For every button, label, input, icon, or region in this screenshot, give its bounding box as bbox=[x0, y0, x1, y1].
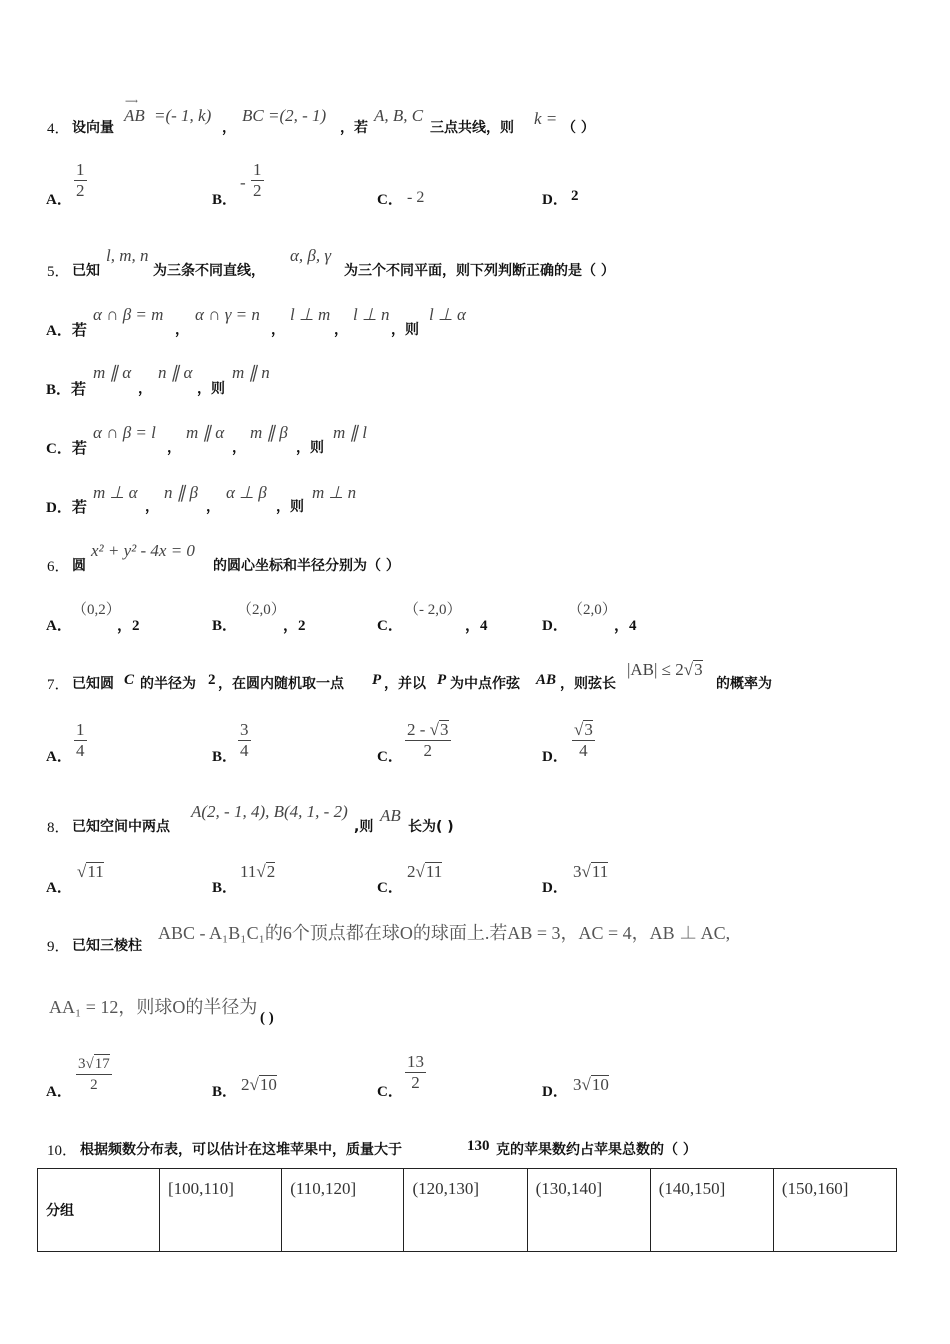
q4-paren: （ ） bbox=[562, 120, 595, 136]
q10-number: 10． bbox=[47, 1143, 78, 1159]
table-cell: [100,110] bbox=[160, 1169, 282, 1252]
q5-d-cond-3: α ⊥ β bbox=[226, 483, 267, 502]
q5-d-then: ，则 bbox=[276, 499, 304, 515]
q5-text-2: 为三条不同直线， bbox=[153, 263, 265, 279]
q7-option-a-fraction: $\frac{1}{4}$ bbox=[76, 720, 85, 760]
q9-option-a-label: A． bbox=[46, 1084, 72, 1100]
q4-comma: ， bbox=[222, 120, 236, 136]
q4-points: A, B, C bbox=[374, 106, 424, 125]
table-cell: (110,120] bbox=[282, 1169, 404, 1252]
q6-option-d-radius: ，4 bbox=[614, 618, 637, 634]
q4-option-b-label: B． bbox=[212, 192, 238, 208]
q5-d-result: m ⊥ n bbox=[312, 483, 357, 502]
q4-number: 4． bbox=[47, 121, 70, 137]
table-row bbox=[38, 1169, 897, 1252]
q4-vector-ab: AB bbox=[124, 106, 145, 125]
q5-b-cond-1: m ∥ α bbox=[93, 363, 132, 382]
q5-a-cond-3: l ⊥ m bbox=[290, 305, 331, 324]
q8-option-d-label: D． bbox=[542, 880, 568, 896]
q4-option-d-value: 2 bbox=[571, 188, 579, 204]
q4-option-a-label: A． bbox=[46, 192, 72, 208]
q5-sep: ， bbox=[145, 499, 159, 515]
q7-number: 7． bbox=[47, 677, 70, 693]
q4-option-c-value: - 2 bbox=[407, 189, 425, 206]
q8-points: A(2, - 1, 4), B(4, 1, - 2) bbox=[191, 802, 348, 821]
q7-text-6: ，则弦长 bbox=[560, 676, 616, 692]
q5-sep: ， bbox=[206, 499, 220, 515]
q5-c-cond-3: m ∥ β bbox=[250, 423, 288, 442]
q6-equation: x² + y² - 4x = 0 bbox=[91, 541, 195, 560]
q5-option-b-label: B．若 bbox=[46, 382, 87, 398]
q5-sep: ， bbox=[167, 440, 181, 456]
q5-sep: ， bbox=[232, 440, 246, 456]
table-cell: (130,140] bbox=[527, 1169, 650, 1252]
q4-option-b-fraction: $\frac{1}{2}$ bbox=[253, 160, 262, 200]
frequency-table bbox=[37, 1168, 897, 1252]
q7-condition: |AB| ≤ 2√3 bbox=[627, 660, 703, 679]
q5-text-1: 已知 bbox=[72, 263, 100, 279]
q4-text-1: 设向量 bbox=[72, 120, 114, 136]
q5-c-then: ，则 bbox=[296, 440, 324, 456]
q6-option-c-radius: ，4 bbox=[465, 618, 488, 634]
q5-planes: α, β, γ bbox=[290, 246, 332, 265]
q8-option-b-value: 11√2 bbox=[240, 862, 276, 881]
q8-text-3: 长为( ) bbox=[408, 819, 454, 835]
q7-text-3: ，在圆内随机取一点 bbox=[218, 676, 344, 692]
q8-option-b-label: B． bbox=[212, 880, 238, 896]
q10-text-1: 根据频数分布表，可以估计在这堆苹果中，质量大于 bbox=[80, 1142, 402, 1158]
q9-paren: ( ) bbox=[260, 1010, 274, 1026]
q7-text-5: 为中点作弦 bbox=[450, 676, 520, 692]
q5-d-cond-2: n ∥ β bbox=[164, 483, 198, 502]
q6-option-d-point: （2,0） bbox=[568, 602, 617, 618]
q8-option-c-label: C． bbox=[377, 880, 403, 896]
q9-option-d-label: D． bbox=[542, 1084, 568, 1100]
q7-circle-c: C bbox=[124, 672, 135, 688]
table-cell: (150,160] bbox=[773, 1169, 896, 1252]
q4-text-2: ，若 bbox=[340, 120, 368, 136]
q9-option-a-fraction: $\frac{3√17}{2}$ bbox=[78, 1056, 110, 1093]
q4-text-3: 三点共线，则 bbox=[430, 120, 514, 136]
q5-b-result: m ∥ n bbox=[232, 363, 270, 382]
q5-d-cond-1: m ⊥ α bbox=[93, 483, 138, 502]
q5-c-result: m ∥ l bbox=[333, 423, 367, 442]
q5-option-a-label: A．若 bbox=[46, 323, 87, 339]
q5-sep: ， bbox=[175, 322, 189, 338]
table-cell: (120,130] bbox=[404, 1169, 527, 1252]
q7-option-c-fraction: $\frac{2 - √3}{2}$ bbox=[407, 720, 449, 760]
q9-option-c-label: C． bbox=[377, 1084, 403, 1100]
q10-weight: 130 bbox=[467, 1138, 490, 1154]
q8-segment-ab: AB bbox=[380, 806, 401, 825]
q5-number: 5． bbox=[47, 264, 70, 280]
q7-radius: 2 bbox=[208, 672, 216, 688]
q9-number: 9． bbox=[47, 939, 70, 955]
q7-chord-ab: AB bbox=[536, 672, 557, 688]
q6-option-c-label: C． bbox=[377, 618, 403, 634]
vector-arrow-icon: ⟶ bbox=[125, 96, 137, 106]
q7-option-d-label: D． bbox=[542, 749, 568, 765]
q8-number: 8． bbox=[47, 820, 70, 836]
q5-option-c-label: C．若 bbox=[46, 441, 87, 457]
q5-lines: l, m, n bbox=[106, 246, 149, 265]
q4-option-b-sign: - bbox=[240, 173, 246, 192]
q8-option-c-value: 2√11 bbox=[407, 862, 443, 881]
q9-option-c-fraction: $\frac{13}{2}$ bbox=[407, 1052, 424, 1092]
q10-text-2: 克的苹果数约占苹果总数的（ ） bbox=[496, 1142, 697, 1158]
q6-number: 6． bbox=[47, 559, 70, 575]
q6-option-c-point: （- 2,0） bbox=[404, 602, 462, 618]
q7-text-1: 已知圆 bbox=[72, 676, 114, 692]
q4-option-c-label: C． bbox=[377, 192, 403, 208]
q5-option-d-label: D．若 bbox=[46, 500, 87, 516]
q6-option-a-point: （0,2） bbox=[72, 602, 121, 618]
q6-option-b-label: B． bbox=[212, 618, 238, 634]
q4-vector-bc: BC =(2, - 1) bbox=[242, 106, 327, 125]
q5-a-cond-1: α ∩ β = m bbox=[93, 305, 164, 324]
q6-text-1: 圆 bbox=[72, 558, 86, 574]
q9-option-d-value: 3√10 bbox=[573, 1075, 609, 1094]
q4-vector-ab-value: =(- 1, k) bbox=[154, 106, 212, 125]
q6-option-a-label: A． bbox=[46, 618, 72, 634]
q4-k: k = bbox=[534, 109, 558, 128]
q5-a-cond-4: l ⊥ n bbox=[353, 305, 390, 324]
q6-option-b-point: （2,0） bbox=[237, 602, 286, 618]
q5-text-3: 为三个不同平面，则下列判断正确的是（ ） bbox=[344, 263, 615, 279]
q5-a-then: ，则 bbox=[391, 322, 419, 338]
q6-option-b-radius: ，2 bbox=[283, 618, 306, 634]
q4-option-d-label: D． bbox=[542, 192, 568, 208]
q5-sep: ， bbox=[334, 322, 348, 338]
q5-b-cond-2: n ∥ α bbox=[158, 363, 193, 382]
q5-a-result: l ⊥ α bbox=[429, 305, 466, 324]
q9-body-line-2: AA₁ = 12，则球O的半径为 bbox=[49, 997, 258, 1017]
q7-option-b-label: B． bbox=[212, 749, 238, 765]
table-header-cell: 分组 bbox=[38, 1169, 160, 1252]
q8-text-1: 已知空间中两点 bbox=[72, 819, 170, 835]
q7-text-7: 的概率为 bbox=[716, 676, 772, 692]
q8-option-a-label: A． bbox=[46, 880, 72, 896]
q7-option-d-fraction: $\frac{√3}{4}$ bbox=[574, 720, 593, 760]
q5-a-cond-2: α ∩ γ = n bbox=[195, 305, 260, 324]
q5-c-cond-1: α ∩ β = l bbox=[93, 423, 156, 442]
q5-sep: ， bbox=[138, 381, 152, 397]
q7-point-p-2: P bbox=[437, 672, 447, 688]
q5-sep: ， bbox=[271, 322, 285, 338]
q5-c-cond-2: m ∥ α bbox=[186, 423, 225, 442]
q7-text-2: 的半径为 bbox=[140, 676, 196, 692]
q9-text-1: 已知三棱柱 bbox=[72, 938, 142, 954]
q7-text-4: ，并以 bbox=[384, 676, 426, 692]
table-cell: (140,150] bbox=[650, 1169, 773, 1252]
q7-point-p: P bbox=[372, 672, 382, 688]
q5-b-then: ，则 bbox=[197, 381, 225, 397]
q6-option-a-radius: ，2 bbox=[117, 618, 140, 634]
q7-option-c-label: C． bbox=[377, 749, 403, 765]
q6-text-2: 的圆心坐标和半径分别为（ ） bbox=[213, 558, 400, 574]
q7-option-a-label: A． bbox=[46, 749, 72, 765]
q6-option-d-label: D． bbox=[542, 618, 568, 634]
q8-option-d-value: 3√11 bbox=[573, 862, 609, 881]
q9-option-b-value: 2√10 bbox=[241, 1075, 277, 1094]
q7-option-b-fraction: $\frac{3}{4}$ bbox=[240, 720, 249, 760]
q9-option-b-label: B． bbox=[212, 1084, 238, 1100]
q9-body-line-1: ABC - A₁B₁C₁的6个顶点都在球O的球面上.若AB = 3，AC = 4，AB ⊥ AC, bbox=[158, 923, 731, 943]
q8-text-2: ,则 bbox=[354, 819, 374, 835]
q4-option-a-fraction: $\frac{1}{2}$ bbox=[76, 160, 85, 200]
q8-option-a-value: √11 bbox=[77, 862, 104, 881]
